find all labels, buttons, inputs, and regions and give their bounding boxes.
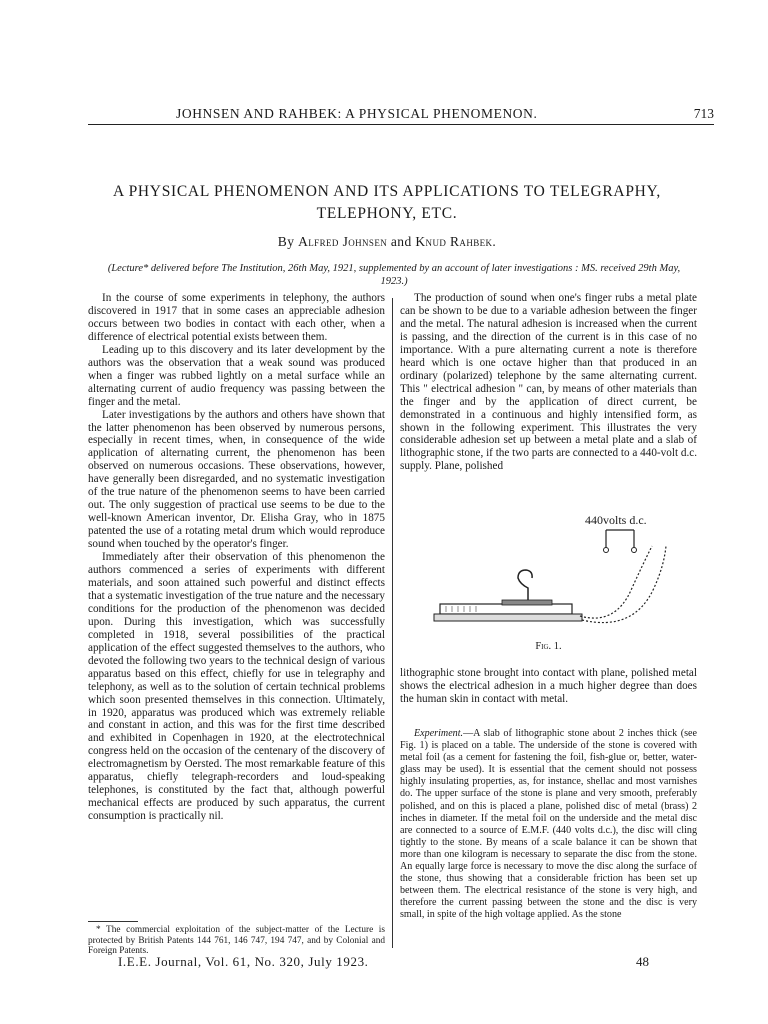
byline-and: and: [390, 234, 412, 249]
metal-foil: [434, 614, 582, 621]
author-name: Alfred Johnsen: [298, 234, 388, 249]
sheet-number: 48: [636, 954, 649, 969]
article-title: [60, 181, 714, 225]
byline: [60, 234, 714, 250]
paragraph: The production of sound when one's finger rubs a metal plate can be shown to be due to a variable adhesion between the finger and the metal. The natural adhesion is increased when the current is passing, and the direction of the current is in this case of no importance. With a pure alternating current a note is therefore heard which is one octave higher than that produced in an ordinary (polarized) telephone by the same alternating current. This " electrical adhesion " can, by means of other materials than the finger and by the application of direct current, be demonstrated in a continuous and highly intensified form, as shown in the following experiment. This illustrates the very considerable adhesion set up between a metal plate and a slab of lithographic stone, if the two parts are connected to a 440-volt d.c. supply. Plane, polished: [400, 292, 697, 473]
paragraph: Leading up to this discovery and its later development by the authors was the observation that a weak sound was produced when a finger was rubbed lightly on a metal surface while an alternating current of audio frequency was passing between the finger and the metal.: [88, 343, 385, 408]
stone-slab: [440, 604, 572, 614]
header-rule: [88, 124, 714, 125]
paragraph: In the course of some experiments in telephony, the authors discovered in 1917 that in some cases an appreciable adhesion occurs between two bodies in contact with each other, when a difference of electrical potential exists between them.: [88, 292, 385, 343]
figure-caption: [400, 641, 697, 652]
left-column: [88, 292, 385, 823]
experiment-lead: Experiment.: [414, 728, 464, 739]
running-head: [60, 106, 714, 122]
right-column: [400, 292, 697, 473]
lecture-note: (Lecture* delivered before The Institution, 26th May, 1921, supplemented by an account of later investigations : MS. received 29th May, 1923.): [107, 263, 681, 287]
paragraph: Immediately after their observation of this phenomenon the authors commenced a series of experiments with different materials, and soon attained such powerful and distinct effects that a systematic investigation of the true nature and the necessary conditions for the production of the phenomenon was decided upon. During this investigation, which was successfully completed in 1918, several possibilities of the practical application of the effect suggested themselves to the authors, who devoted the following two years to the technical design of various apparatus based on this effect, chiefly for use in telegraphy and telephony, as well as to the solution of certain technical problems which soon presented themselves in this connection. Ultimately, in 1920, apparatus was produced which was extremely reliable and constant in action, and this was for the first time described and exhibited in Copenhagen in 1920, at the electrotechnical congress held on the occasion of the centenary of the discovery of electromagnetism by Oersted. The most remarkable feature of this apparatus, chiefly telegraph-recorders and loud-speaking telephones, is constituted by the fact that, although powerful mechanical effects are produced by such apparatus, the current consumption is practically nil.: [88, 551, 385, 823]
byline-by: By: [277, 234, 295, 249]
running-head-title: JOHNSEN AND RAHBEK: A PHYSICAL PHENOMENON.: [176, 106, 538, 121]
metal-disc: [502, 600, 552, 605]
column-divider: [392, 298, 393, 948]
lead-wire: [580, 546, 652, 618]
terminal: [632, 548, 637, 553]
hook: [518, 570, 532, 600]
paragraph: lithographic stone brought into contact with plane, polished metal shows the electrical adhesion in a much higher degree than does the human skin in contact with metal.: [400, 667, 697, 705]
experiment-text: —A slab of lithographic stone about 2 inches thick (see Fig. 1) is placed on a table. The underside of the stone is covered with metal foil (as a cement for fastening the foil, fish-glue or, better, water-glass may be used). It is essential that the cement should not possess highly insulating properties, as, for instance, shellac and most varnishes do. The upper surface of the stone is plane and very smooth, preferably polished, and on this is placed a plane, polished disc of metal (brass) 2 inches in diameter. If the metal foil on the underside and the metal disc are connected to a source of E.M.F. (440 volts d.c.), the disc will cling tightly to the stone. By means of a scale balance it can be shown that more than one kilogram is necessary to separate the disc from the stone. An equally large force is necessary to move the disc along the surface of the stone, thus showing that a considerable friction has been set up between them. The electrical resistance of the stone is very high, and therefore the current passing between the stone and the disc is very small, in spite of the high voltage applied. As the stone: [400, 728, 697, 921]
article-title-line1: A PHYSICAL PHENOMENON AND ITS APPLICATIONS TO TELEGRAPHY,: [112, 183, 662, 200]
page-number: 713: [693, 106, 714, 121]
journal-footer: I.E.E. Journal, Vol. 61, No. 320, July 1923.: [118, 954, 369, 969]
footnote: [88, 925, 385, 957]
voltage-label: 440volts d.c.: [585, 513, 647, 527]
terminal: [604, 548, 609, 553]
lead-wire-right: [582, 546, 666, 623]
article-title-line2: TELEPHONY, ETC.: [316, 205, 458, 222]
right-column-continued: [400, 667, 697, 706]
figure-caption-text: Fig. 1.: [535, 641, 562, 652]
footnote-text: * The commercial exploitation of the subject-matter of the Lecture is protected by British Patents 144 761, 146 747, 194 747, and by Colonial and Foreign Patents.: [88, 925, 385, 956]
experiment-paragraph: [400, 728, 697, 922]
footnote-rule: [88, 921, 138, 922]
paragraph: Later investigations by the authors and others have shown that the latter phenomenon has been observed by numerous persons, especially in recent times, when, in consequence of the wide application of alternating current, the phenomenon has been observed on numerous occasions. These observations, however, have generally been disregarded, and no systematic investigation of the true nature of the phenomenon seems to have been carried out. The only suggestion of practical use seems to be due to the well-known American inventor, Dr. Elisha Gray, who in 1875 patented the use of a rotating metal drum which would reproduce sound when touched by the operator's finger.: [88, 408, 385, 551]
experiment-section: [400, 728, 697, 922]
author-name: Knud Rahbek.: [415, 234, 497, 249]
